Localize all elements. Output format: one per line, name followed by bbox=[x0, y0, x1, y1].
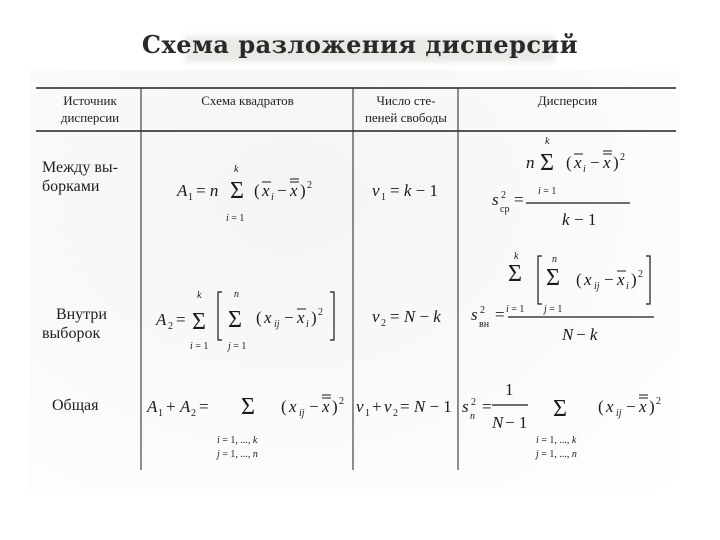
svg-text:Σ: Σ bbox=[230, 178, 244, 204]
svg-text:− 1: − 1 bbox=[505, 413, 528, 432]
svg-text:ν: ν bbox=[384, 397, 392, 416]
svg-text:1: 1 bbox=[188, 192, 193, 203]
svg-text:п: п bbox=[470, 411, 475, 422]
svg-text:ν: ν bbox=[372, 307, 380, 326]
row-total-line1: Общая bbox=[52, 397, 99, 414]
svg-text:i = 1: i = 1 bbox=[226, 213, 245, 224]
svg-text:−: − bbox=[309, 397, 319, 416]
svg-text:−: − bbox=[604, 270, 614, 289]
svg-text:x: x bbox=[603, 153, 611, 172]
svg-text:−: − bbox=[590, 153, 600, 172]
page-title: Схема разложения дисперсий bbox=[141, 30, 579, 59]
formula-nu2 bbox=[372, 307, 441, 329]
svg-text:=: = bbox=[176, 310, 186, 329]
svg-text:=: = bbox=[514, 190, 524, 209]
formula-total-dof bbox=[356, 397, 452, 419]
svg-text:(: ( bbox=[598, 397, 604, 416]
svg-text:− k: − k bbox=[576, 325, 598, 344]
svg-text:j = 1, ..., n: j = 1, ..., n bbox=[536, 449, 577, 460]
svg-text:= N − 1: = N − 1 bbox=[400, 397, 452, 416]
svg-text:i: i bbox=[626, 281, 629, 292]
svg-text:x: x bbox=[264, 308, 272, 327]
svg-text:x: x bbox=[617, 270, 625, 289]
svg-text:−: − bbox=[277, 181, 287, 200]
header-variance-label: Дисперсия bbox=[537, 93, 598, 108]
svg-text:i: i bbox=[583, 164, 586, 175]
svg-text:ij: ij bbox=[274, 319, 280, 330]
svg-text:(: ( bbox=[566, 153, 572, 172]
svg-text:): ) bbox=[332, 397, 338, 416]
svg-text:1: 1 bbox=[365, 408, 370, 419]
svg-text:x: x bbox=[262, 181, 270, 200]
svg-text:x: x bbox=[289, 397, 297, 416]
svg-text:j = 1: j = 1 bbox=[544, 304, 563, 315]
svg-text:−: − bbox=[626, 397, 636, 416]
svg-text:ср: ср bbox=[500, 204, 510, 215]
svg-text:Σ: Σ bbox=[241, 394, 255, 420]
header-squares-label: Схема квадратов bbox=[201, 93, 294, 108]
svg-text:x: x bbox=[297, 308, 305, 327]
svg-text:x: x bbox=[574, 153, 582, 172]
formula-s-between bbox=[492, 136, 630, 229]
svg-text:A: A bbox=[180, 397, 191, 416]
svg-text:i = 1: i = 1 bbox=[506, 304, 525, 315]
svg-text:2: 2 bbox=[339, 396, 344, 407]
svg-text:(: ( bbox=[281, 397, 287, 416]
svg-text:n: n bbox=[526, 153, 535, 172]
row-between-line1: Между вы- bbox=[42, 159, 118, 176]
svg-text:Σ: Σ bbox=[508, 261, 522, 287]
svg-text:=: = bbox=[495, 305, 505, 324]
svg-text:k: k bbox=[562, 210, 570, 229]
svg-text:− 1: − 1 bbox=[574, 210, 597, 229]
svg-text:= k − 1: = k − 1 bbox=[390, 181, 438, 200]
svg-text:k: k bbox=[545, 136, 550, 147]
svg-text:x: x bbox=[290, 181, 298, 200]
svg-text:i = 1: i = 1 bbox=[538, 186, 557, 197]
svg-text:2: 2 bbox=[656, 396, 661, 407]
svg-text:Σ: Σ bbox=[540, 150, 554, 176]
formula-a1 bbox=[176, 164, 312, 224]
svg-text:+: + bbox=[166, 397, 176, 416]
svg-text:2: 2 bbox=[638, 269, 643, 280]
svg-text:=: = bbox=[482, 397, 492, 416]
header-dof-line2: пеней свободы bbox=[364, 110, 448, 125]
svg-text:i = 1, ..., k: i = 1, ..., k bbox=[536, 435, 577, 446]
svg-text:s: s bbox=[462, 397, 469, 416]
svg-text:(: ( bbox=[256, 308, 262, 327]
formula-nu1 bbox=[372, 181, 438, 203]
svg-text:Σ: Σ bbox=[553, 396, 567, 422]
formula-total-squares bbox=[146, 394, 344, 460]
svg-text:2: 2 bbox=[501, 190, 506, 201]
svg-text:(: ( bbox=[254, 181, 260, 200]
svg-text:N: N bbox=[562, 325, 574, 344]
svg-text:): ) bbox=[631, 270, 637, 289]
svg-text:k: k bbox=[514, 251, 519, 262]
svg-text:2: 2 bbox=[191, 408, 196, 419]
svg-text:2: 2 bbox=[393, 408, 398, 419]
svg-text:ij: ij bbox=[299, 408, 305, 419]
svg-text:Σ: Σ bbox=[546, 265, 560, 291]
svg-text:k: k bbox=[234, 164, 239, 175]
svg-text:i: i bbox=[271, 192, 274, 203]
svg-text:ν: ν bbox=[356, 397, 364, 416]
svg-text:ν: ν bbox=[372, 181, 380, 200]
svg-text:i = 1: i = 1 bbox=[190, 341, 209, 352]
formula-a2 bbox=[155, 289, 334, 352]
svg-text:s: s bbox=[471, 305, 478, 324]
svg-text:=: = bbox=[199, 397, 209, 416]
svg-text:A: A bbox=[156, 310, 167, 329]
svg-text:x: x bbox=[606, 397, 614, 416]
svg-text:x: x bbox=[584, 270, 592, 289]
svg-text:): ) bbox=[311, 308, 317, 327]
svg-text:+: + bbox=[372, 397, 382, 416]
svg-text:A: A bbox=[147, 397, 158, 416]
svg-text:2: 2 bbox=[471, 397, 476, 408]
svg-text:j = 1: j = 1 bbox=[228, 341, 247, 352]
svg-text:−: − bbox=[284, 308, 294, 327]
svg-text:j = 1, ..., n: j = 1, ..., n bbox=[217, 449, 258, 460]
svg-text:): ) bbox=[613, 153, 619, 172]
svg-text:i = 1, ..., k: i = 1, ..., k bbox=[217, 435, 258, 446]
svg-text:1: 1 bbox=[381, 192, 386, 203]
svg-text:ij: ij bbox=[594, 281, 600, 292]
svg-text:x: x bbox=[322, 397, 330, 416]
svg-text:n: n bbox=[552, 254, 557, 265]
svg-text:2: 2 bbox=[480, 305, 485, 316]
svg-text:x: x bbox=[639, 397, 647, 416]
svg-text:ij: ij bbox=[616, 408, 622, 419]
svg-text:вн: вн bbox=[479, 319, 490, 330]
svg-text:Σ: Σ bbox=[228, 307, 242, 333]
row-within-line2: выборок bbox=[42, 325, 101, 342]
svg-text:1: 1 bbox=[158, 408, 163, 419]
svg-text:k: k bbox=[197, 290, 202, 301]
svg-text:1: 1 bbox=[505, 380, 514, 399]
header-source-line2: дисперсии bbox=[60, 110, 120, 125]
svg-text:i: i bbox=[306, 319, 309, 330]
row-between-line2: борками bbox=[42, 178, 100, 195]
svg-text:): ) bbox=[649, 397, 655, 416]
svg-text:(: ( bbox=[576, 270, 582, 289]
svg-text:s: s bbox=[492, 190, 499, 209]
svg-text:Σ: Σ bbox=[192, 309, 206, 335]
header-source-line1: Источник bbox=[63, 93, 117, 108]
svg-text:N: N bbox=[492, 413, 504, 432]
svg-text:= n: = n bbox=[196, 181, 219, 200]
svg-text:2: 2 bbox=[381, 318, 386, 329]
header-dof-line1: Число сте- bbox=[376, 93, 436, 108]
row-within-line1: Внутри bbox=[56, 306, 107, 323]
svg-text:): ) bbox=[300, 181, 306, 200]
svg-text:n: n bbox=[234, 289, 239, 300]
svg-text:2: 2 bbox=[620, 152, 625, 163]
svg-text:2: 2 bbox=[168, 321, 173, 332]
svg-text:2: 2 bbox=[307, 180, 312, 191]
formula-s-total bbox=[462, 380, 661, 460]
svg-text:2: 2 bbox=[318, 307, 323, 318]
svg-text:= N − k: = N − k bbox=[390, 307, 441, 326]
svg-text:A: A bbox=[177, 181, 188, 200]
formula-s-within bbox=[471, 251, 654, 344]
